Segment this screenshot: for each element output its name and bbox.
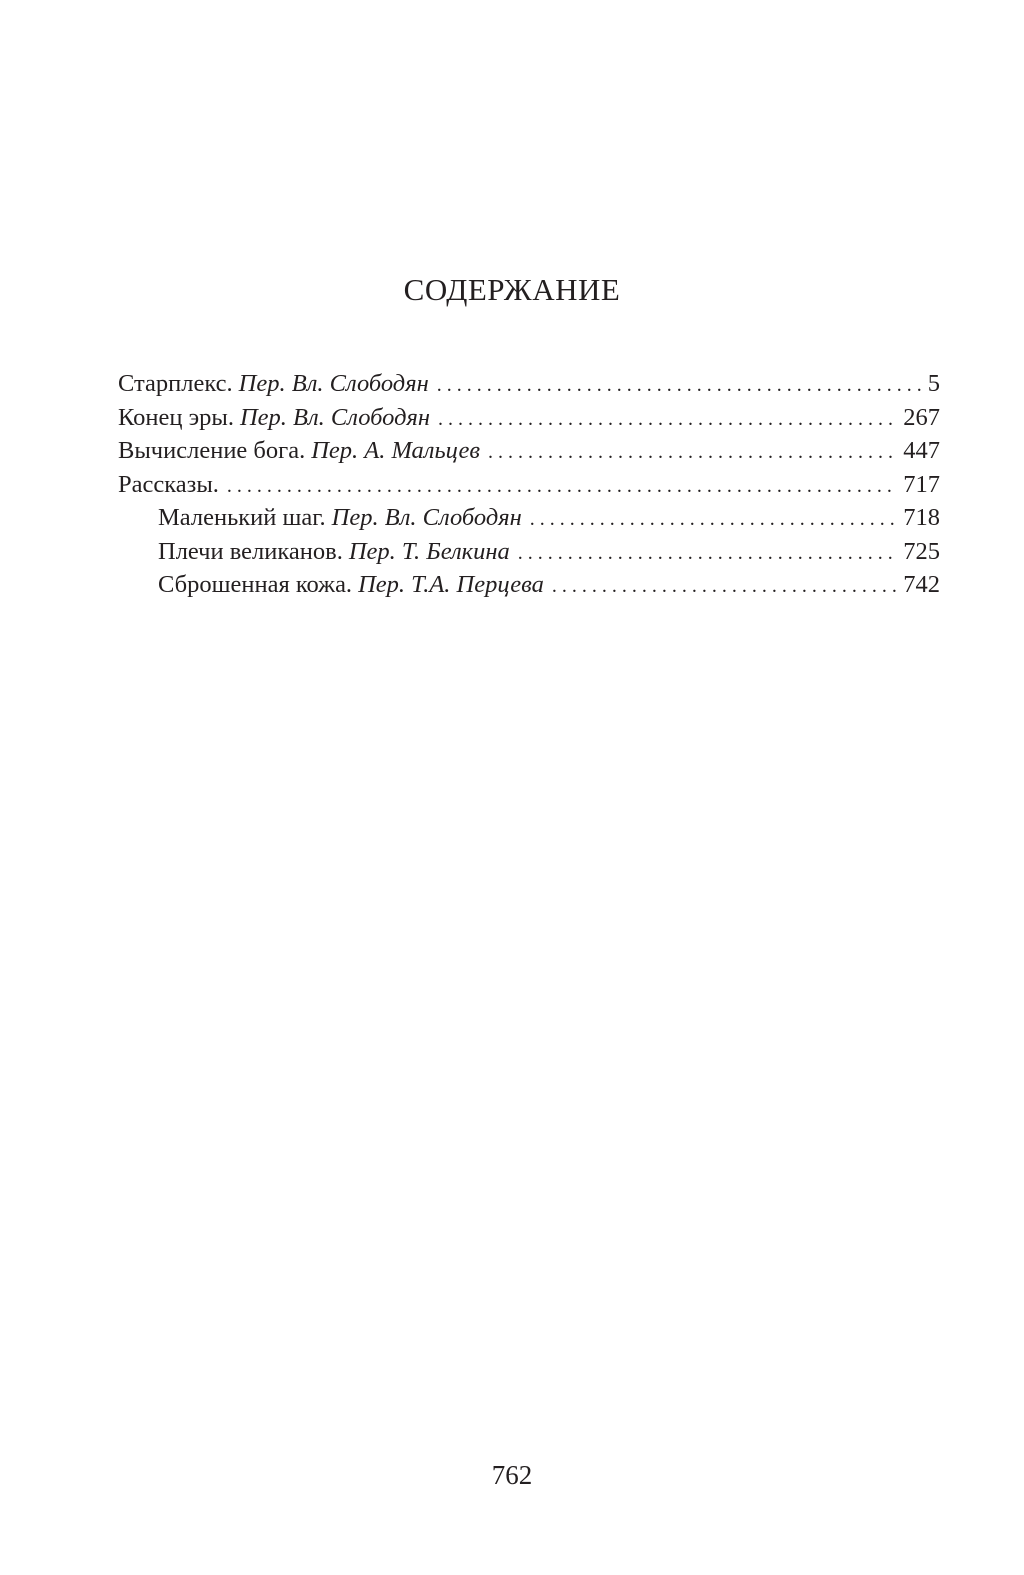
toc-entry-title: Сброшенная кожа. <box>158 571 353 598</box>
toc-entry-starplex <box>118 367 940 401</box>
toc-entry-small-step <box>118 501 940 535</box>
dot-leader <box>552 570 897 604</box>
toc-entry-page: 267 <box>903 403 940 431</box>
toc-entry-title: Вычисление бога. <box>118 437 306 464</box>
toc-entry-end-of-era <box>118 401 940 435</box>
toc-entry-translator: Пер. Вл. Слободян <box>238 370 429 397</box>
toc-entry-translator: Пер. Т.А. Перцева <box>358 571 544 598</box>
dot-leader <box>437 369 922 403</box>
dot-leader <box>438 403 897 437</box>
toc-entry-title: Рассказы. <box>118 470 219 498</box>
toc-entry-page: 717 <box>903 470 940 498</box>
dot-leader <box>227 470 897 504</box>
toc-entry-translator: Пер. А. Мальцев <box>311 437 480 464</box>
toc-entry-page: 447 <box>903 437 940 464</box>
page-number: 762 <box>491 1460 533 1490</box>
toc-entry-page: 718 <box>903 504 940 531</box>
toc-entry-page: 725 <box>903 537 940 565</box>
toc-entry-translator: Пер. Вл. Слободян <box>239 403 431 431</box>
toc-entry-page: 742 <box>903 571 940 598</box>
dot-leader <box>518 537 897 571</box>
toc-entry-translator: Пер. Вл. Слободян <box>331 504 522 531</box>
toc-entry-title: Маленький шаг. <box>158 504 326 531</box>
table-of-contents <box>118 367 940 602</box>
toc-entry-title: Плечи великанов. <box>158 537 343 565</box>
dot-leader <box>530 503 897 537</box>
toc-entry-translator: Пер. Т. Белкина <box>348 537 510 565</box>
toc-entry-page: 5 <box>927 370 940 397</box>
page-title: СОДЕРЖАНИЕ <box>403 272 621 307</box>
toc-entry-calculating-god <box>118 434 940 468</box>
toc-entry-title: Старплекс. <box>118 370 233 397</box>
toc-entry-stories <box>118 468 940 502</box>
dot-leader <box>488 436 897 470</box>
toc-entry-shed-skin <box>118 568 940 602</box>
toc-entry-shoulders-of-giants <box>118 535 940 569</box>
toc-entry-title: Конец эры. <box>118 403 234 431</box>
